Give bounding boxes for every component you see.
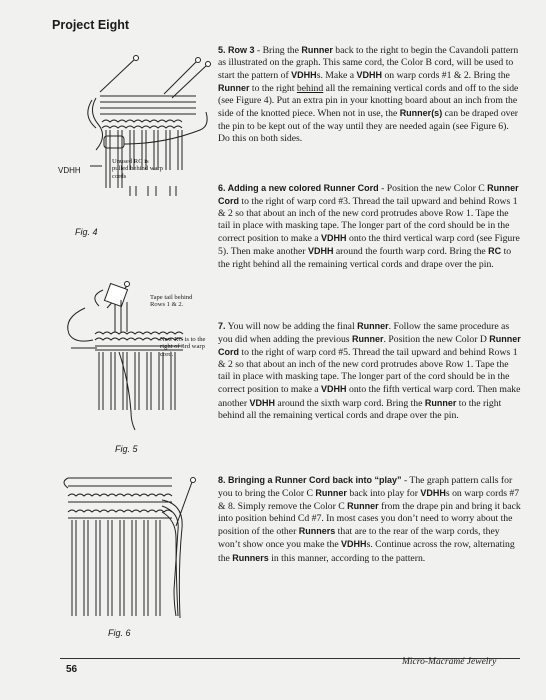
page-number: 56 [66,664,78,675]
paragraph-text: 8. Bringing a Runner Cord back into “play” - The graph pattern calls for you to bring the Color C Runner back into play for VDHHs on warp cords #7 & 8. Simply remove the Color C Runner from the drape pin and bring it back into position behind Cd #7. In most cases you don’t need to worry about the position of the other Runners that are to the rear of the warp cords, they won’t show once you make the VDHHs. Continue across the row, alternating the Runners in this manner, according to the pattern. [218,475,521,564]
figure-5-label: Fig. 5 [115,444,138,454]
paragraph-text: 5. Row 3 - Bring the Runner back to the right to begin the Cavandoli pattern as illustrated on the graph. This same cord, the Color B cord, will be used to start the pattern of VDHHs. Make a VDHH on warp cords #1 & 2. Bring the Runner to the right behind all the remaining vertical cords and off to the side (see Figure 4). Put an extra pin in your knotting board about an inch from the side of the knotted piece. When not in use, the Runner(s) can be draped over the pin to be kept out of the way until they are needed again (see Figure 6). Do this on both sides. [218,45,519,144]
paragraph-step-7 [218,320,523,422]
paragraph-step-8 [218,474,523,565]
page-title: Project Eight [52,18,130,32]
paragraph-step-6 [218,182,523,271]
figure-6-illustration [52,466,212,636]
paragraph-text: 6. Adding a new colored Runner Cord - Position the new Color C Runner Cord to the right of warp cord #3. Thread the tail upward and behind Rows 1 & 2 so that about an inch of the new cord protrudes above Row 1. Tape the tail in place with masking tape. The longer part of the cord should be in the correct position to make a VDHH onto the third vertical warp cord (see Figure 5). Then make another VDHH around the fourth warp cord. Bring the RC to the right behind all the remaining vertical cords and drape over the pin. [218,183,520,270]
figure-6-label: Fig. 6 [108,628,131,638]
paragraph-step-5 [218,44,523,145]
paragraph-text: 7. You will now be adding the final Runner. Follow the same procedure as you did when adding the previous Runner. Position the new Color D Runner Cord to the right of warp cord #5. Thread the tail upward and behind Rows 1 & 2 so that about an inch of the new cord protrudes above Row 1. Tape the tail in place with masking tape. The longer part of the cord should be in the correct position to make a VDHH onto the fifth vertical warp cord. Then make another VDHH around the sixth warp cord. Bring the Runner to the right behind all the remaining vertical cords and drape over the pin. [218,321,521,421]
figure-4-left-label: VDHH [58,166,81,175]
figure-4-illustration [52,50,212,220]
figure-4-label: Fig. 4 [75,227,98,237]
figure-4-callout: Unused RC is pulled behind warp cords [112,158,163,180]
figure-5-callout-mid: New RC is to the right of 3rd warp cord. [160,336,206,358]
figure-5-callout-top: Tape tail behind Rows 1 & 2. [150,294,193,309]
book-title: Micro-Macramé Jewelry [402,657,497,667]
